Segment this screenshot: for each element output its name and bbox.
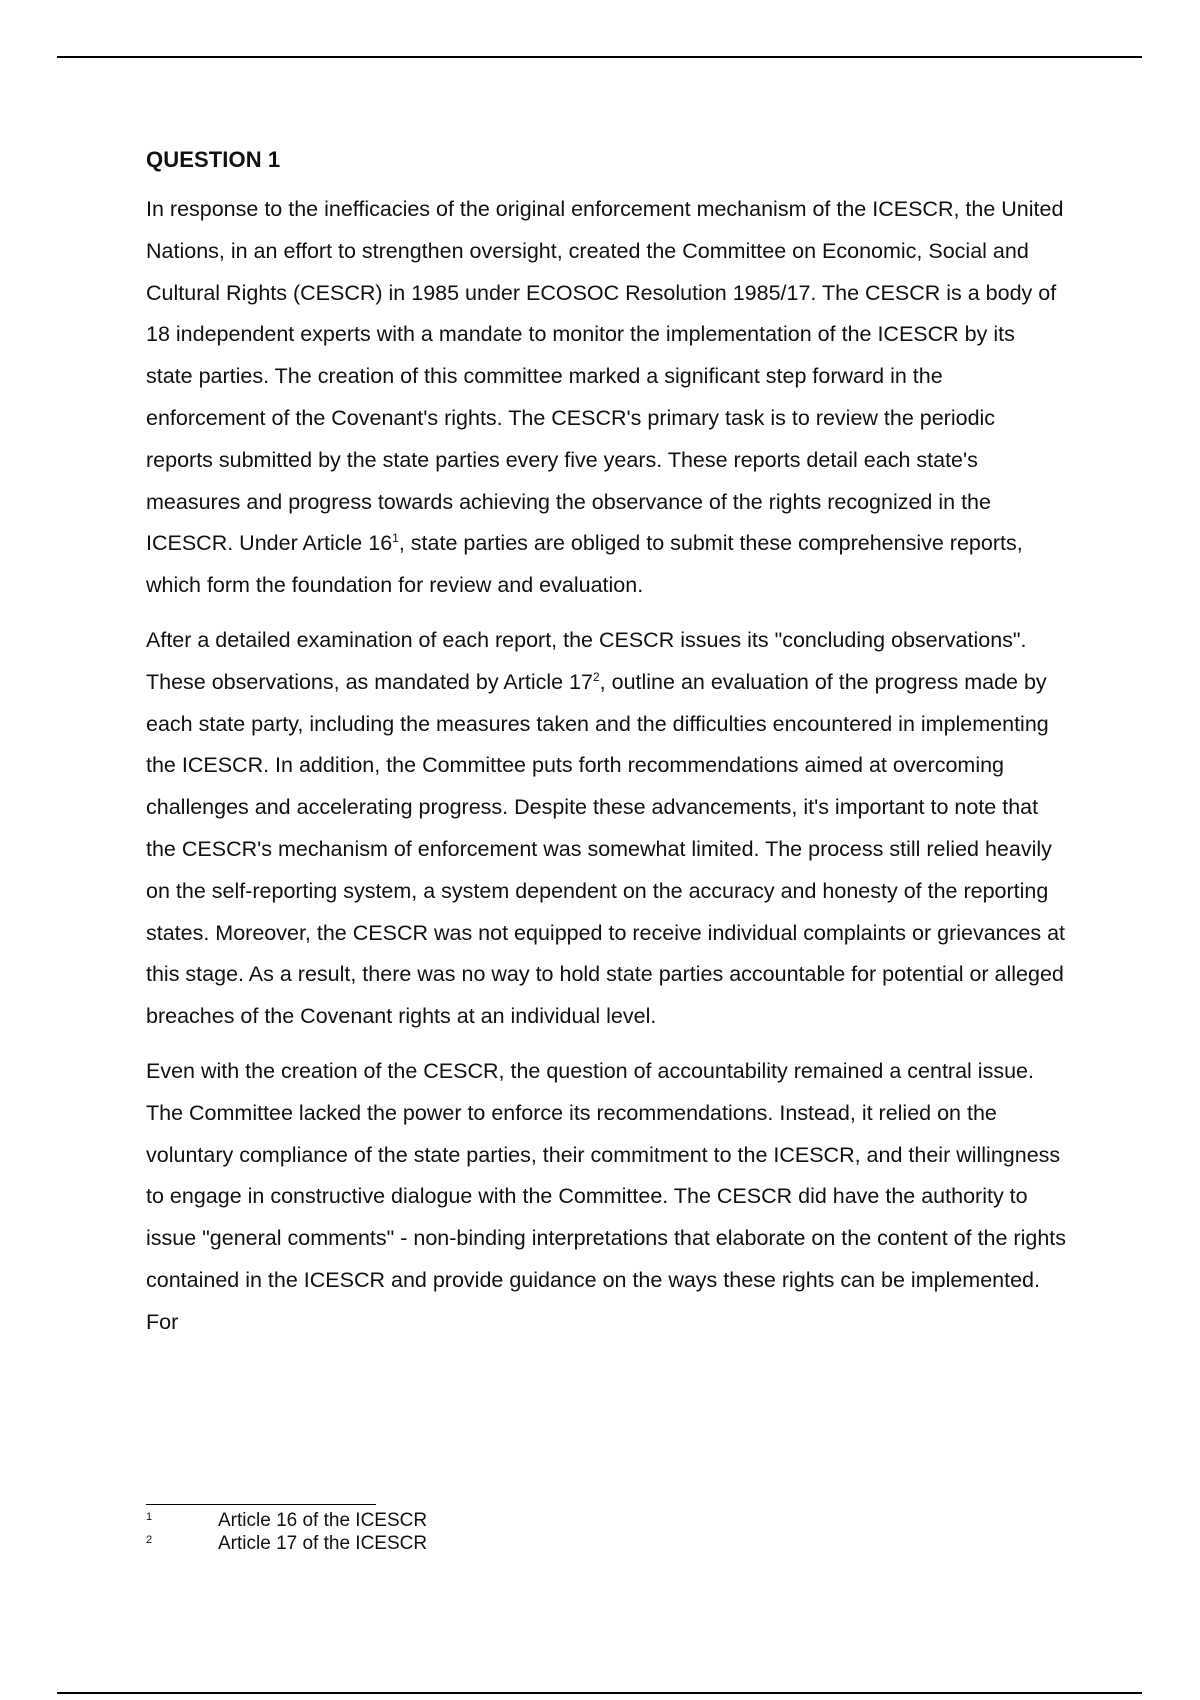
paragraph-1-text-a: In response to the inefficacies of the original enforcement mechanism of the ICESCR, the United Nations, in an effort to strengthen oversight, created the Committee on Economic, Social and Cultural Rights (CESCR) in 1985 under ECOSOC Resolution 1985/17. The CESCR is a body of 18 independent experts with a mandate to monitor the implementation of the ICESCR by its state parties. The creation of this committee marked a significant step forward in the enforcement of the Covenant's rights. The CESCR's primary task is to review the periodic reports submitted by the state parties every five years. These reports detail each state's measures and progress towards achieving the observance of the rights recognized in the ICESCR. Under Article 16 xyxy=(146,197,1064,556)
paragraph-2-text-b: , outline an evaluation of the progress made by each state party, including the measures taken and the difficulties encountered in implementing the ICESCR. In addition, the Committee puts forth recommendations aimed at overcoming challenges and accelerating progress. Despite these advancements, it's important to note that the CESCR's mechanism of enforcement was somewhat limited. The process still relied heavily on the self-reporting system, a system dependent on the accuracy and honesty of the reporting states. Moreover, the CESCR was not equipped to receive individual complaints or grievances at this stage. As a result, there was no way to hold state parties accountable for potential or alleged breaches of the Covenant rights at an individual level. xyxy=(146,669,1065,1029)
footnote-1 xyxy=(146,1509,846,1532)
footnote-2-number: 2 xyxy=(146,1534,153,1546)
footnote-1-number: 1 xyxy=(146,1511,153,1523)
paragraph-2-text-a: After a detailed examination of each report, the CESCR issues its "concluding observations". These observations, as mandated by Article 17 xyxy=(146,627,1027,694)
question-heading: QUESTION 1 xyxy=(146,147,281,172)
footnote-2 xyxy=(146,1532,846,1555)
footer-rule xyxy=(57,1692,1142,1694)
paragraph-1-text-b: , state parties are obliged to submit these comprehensive reports, which form the foundation for review and evaluation. xyxy=(146,531,1023,598)
footnotes xyxy=(146,1509,846,1555)
footnote-2-text: Article 17 of the ICESCR xyxy=(218,1533,428,1554)
paragraph-3: Even with the creation of the CESCR, the question of accountability remained a central issue. The Committee lacked the power to enforce its recommendations. Instead, it relied on the voluntary compliance of the state parties, their commitment to the ICESCR, and their willingness to engage in constructive dialogue with the Committee. The CESCR did have the authority to issue "general comments" - non-binding interpretations that elaborate on the content of the rights contained in the ICESCR and provide guidance on the ways these rights can be implemented. For xyxy=(146,1058,1067,1334)
document-body xyxy=(146,145,1066,1357)
footnote-separator xyxy=(146,1504,376,1505)
footnote-ref-1[interactable]: 1 xyxy=(392,531,399,546)
footnote-ref-2[interactable]: 2 xyxy=(592,669,600,684)
paragraph-2 xyxy=(146,620,1066,1038)
footnote-1-text: Article 16 of the ICESCR xyxy=(218,1510,428,1531)
paragraph-1 xyxy=(146,189,1066,607)
header-rule xyxy=(57,56,1142,58)
